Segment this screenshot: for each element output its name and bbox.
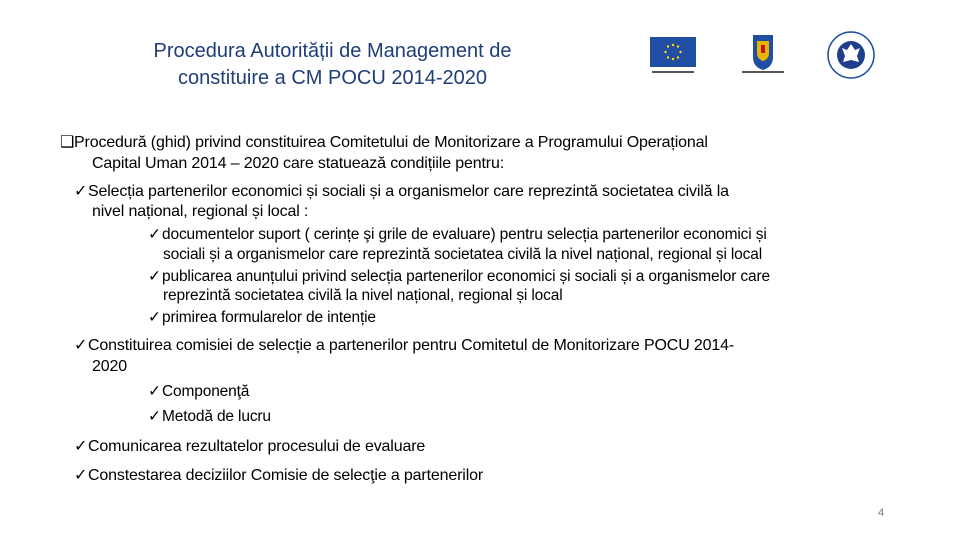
- bullet-selection-cont: nivel național, regional și local :: [92, 203, 309, 220]
- check-icon: ✓: [148, 408, 161, 425]
- check-icon: ✓: [74, 183, 88, 200]
- sub-bullet-composition: ✓Componenţă: [148, 383, 250, 400]
- sub-bullet-documents-cont: sociali și a organismelor care reprezintă societatea civilă la nivel național, regional și local: [163, 246, 763, 263]
- sub-bullet-forms: ✓primirea formularelor de intenție: [148, 309, 376, 326]
- check-icon: ✓: [148, 268, 161, 285]
- check-icon: ✓: [74, 467, 88, 484]
- eu-flag-logo: [650, 37, 696, 77]
- sub-bullet-method: ✓Metodă de lucru: [148, 408, 271, 425]
- check-icon: ✓: [74, 337, 88, 354]
- check-icon: ✓: [148, 309, 161, 326]
- bullet-communication: ✓Comunicarea rezultatelor procesului de evaluare: [74, 438, 426, 455]
- intro-bullet-cont: Capital Uman 2014 – 2020 care statuează condițiile pentru:: [92, 155, 505, 172]
- bullet-selection: ✓Selecția partenerilor economici și sociali și a organismelor care reprezintă societatea civilă la: [74, 183, 729, 200]
- slide-title: Procedura Autorității de Management de constituire a CM POCU 2014-2020: [153, 40, 512, 89]
- bullet-contest: ✓Constestarea deciziilor Comisie de selecţie a partenerilor: [74, 467, 484, 484]
- sub-bullet-announcement: ✓publicarea anunțului privind selecția partenerilor economici și sociali și a organismelor care: [148, 268, 770, 285]
- check-icon: ✓: [74, 438, 88, 455]
- intro-bullet: ❑Procedură (ghid) privind constituirea Comitetului de Monitorizare a Programului Operațional: [60, 134, 708, 151]
- page-number: 4: [878, 507, 885, 519]
- sub-bullet-documents: ✓documentelor suport ( cerințe şi grile de evaluare) pentru selecția partenerilor economici și: [148, 226, 767, 243]
- romanian-government-logo: [738, 33, 788, 78]
- square-bullet-icon: ❑: [60, 134, 75, 151]
- check-icon: ✓: [148, 383, 161, 400]
- bullet-commission: ✓Constituirea comisiei de selecție a partenerilor pentru Comitetul de Monitorizare POCU 2014-: [74, 337, 735, 354]
- check-icon: ✓: [148, 226, 161, 243]
- sub-bullet-announcement-cont: reprezintă societatea civilă la nivel național, regional și local: [163, 287, 563, 304]
- bullet-commission-cont: 2020: [92, 358, 127, 375]
- ministry-seal-logo: [826, 30, 876, 80]
